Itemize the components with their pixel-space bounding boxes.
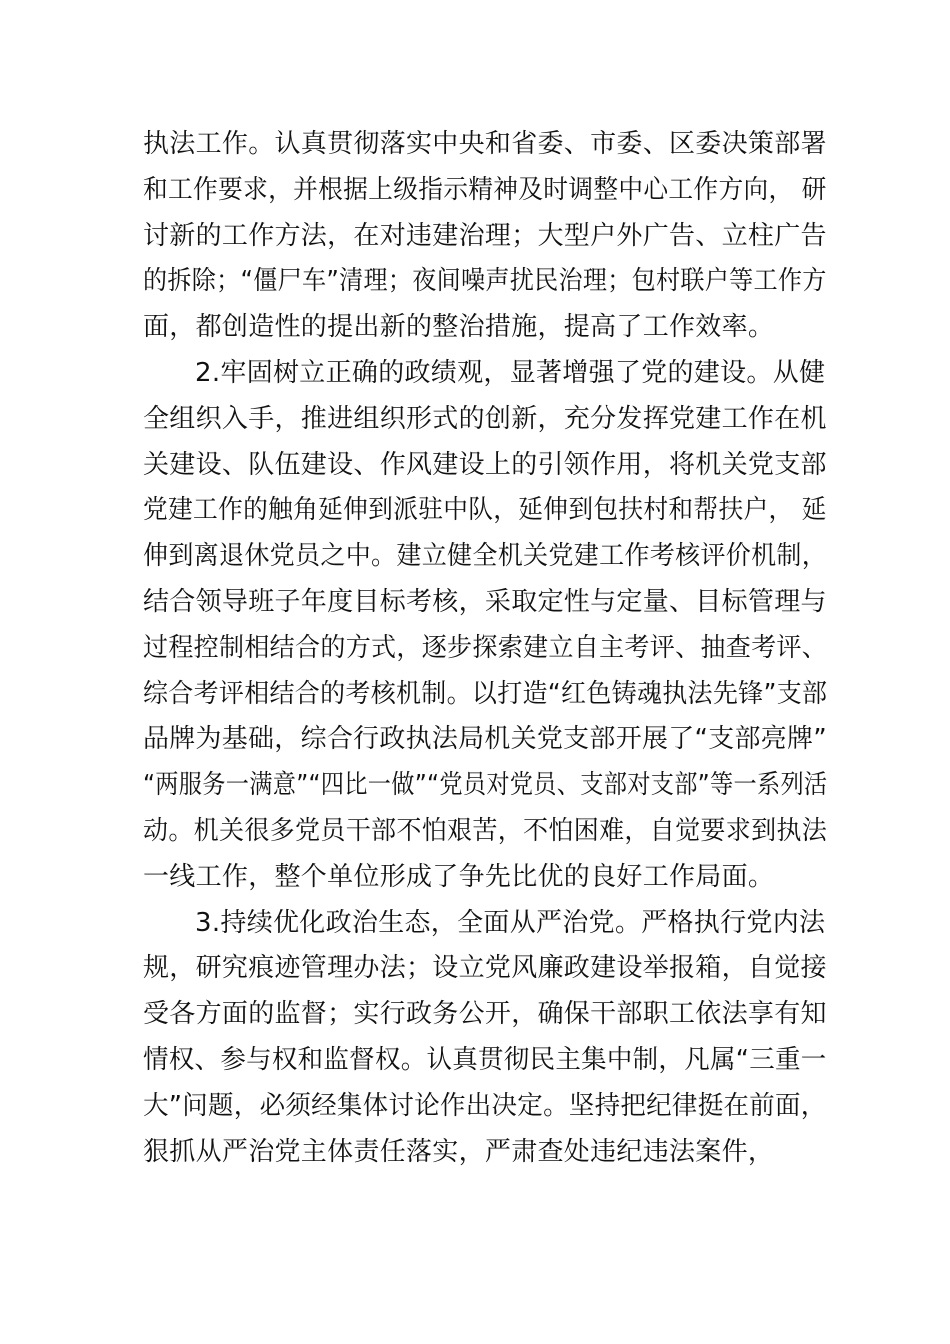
text-line: 执法工作。认真贯彻落实中央和省委、市委、区委决策部署 bbox=[143, 129, 827, 159]
text-line: “两服务一满意”“四比一做”“党员对党员、支部对支部”等一系列活 bbox=[143, 770, 828, 801]
text-line: 讨新的工作方法，在对违建治理；大型户外广告、立柱广告 bbox=[143, 220, 827, 251]
text-line: 伸到离退休党员之中。建立健全机关党建工作考核评价机制， bbox=[143, 541, 828, 572]
text-line: 关建设、队伍建设、作风建设上的引领作用，将机关党支部 bbox=[143, 449, 827, 480]
text-line: 情权、参与权和监督权。认真贯彻民主集中制，凡属“三重一 bbox=[143, 1044, 827, 1075]
paragraph-first-line: 3.持续优化政治生态，全面从严治党。严格执行党内法 bbox=[195, 907, 826, 938]
text-line: 结合领导班子年度目标考核，采取定性与定量、目标管理与 bbox=[143, 586, 827, 617]
text-line: 的拆除；“僵尸车”清理；夜间噪声扰民治理；包村联户等工作方 bbox=[143, 266, 827, 297]
text-line: 狠抓从严治党主体责任落实，严肃查处违纪违法案件， bbox=[143, 1136, 775, 1167]
text-line: 品牌为基础，综合行政执法局机关党支部开展了“支部亮牌” bbox=[143, 724, 828, 755]
text-line: 综合考评相结合的考核机制。以打造“红色铸魂执法先锋”支部 bbox=[143, 678, 828, 709]
text-line: 一线工作，整个单位形成了争先比优的良好工作局面。 bbox=[143, 861, 775, 892]
text-line: 面，都创造性的提出新的整治措施，提高了工作效率。 bbox=[143, 312, 775, 343]
text-line: 受各方面的监督；实行政务公开，确保干部职工依法享有知 bbox=[143, 999, 827, 1030]
document-body bbox=[143, 122, 827, 1175]
text-line: 大”问题，必须经集体讨论作出决定。坚持把纪律挺在前面， bbox=[143, 1090, 827, 1121]
text-line: 和工作要求，并根据上级指示精神及时调整中心工作方向， 研 bbox=[143, 174, 827, 205]
text-line: 规，研究痕迹管理办法；设立党风廉政建设举报箱，自觉接 bbox=[143, 953, 827, 984]
text-line: 动。机关很多党员干部不怕艰苦，不怕困难，自觉要求到执法 bbox=[143, 815, 828, 846]
text-line: 过程控制相结合的方式，逐步探索建立自主考评、抽查考评、 bbox=[143, 632, 828, 663]
text-line: 全组织入手，推进组织形式的创新，充分发挥党建工作在机 bbox=[143, 403, 827, 434]
paragraph-first-line: 2.牢固树立正确的政绩观，显著增强了党的建设。从健 bbox=[195, 357, 826, 388]
text-line: 党建工作的触角延伸到派驻中队，延伸到包扶村和帮扶户， 延 bbox=[143, 495, 827, 526]
